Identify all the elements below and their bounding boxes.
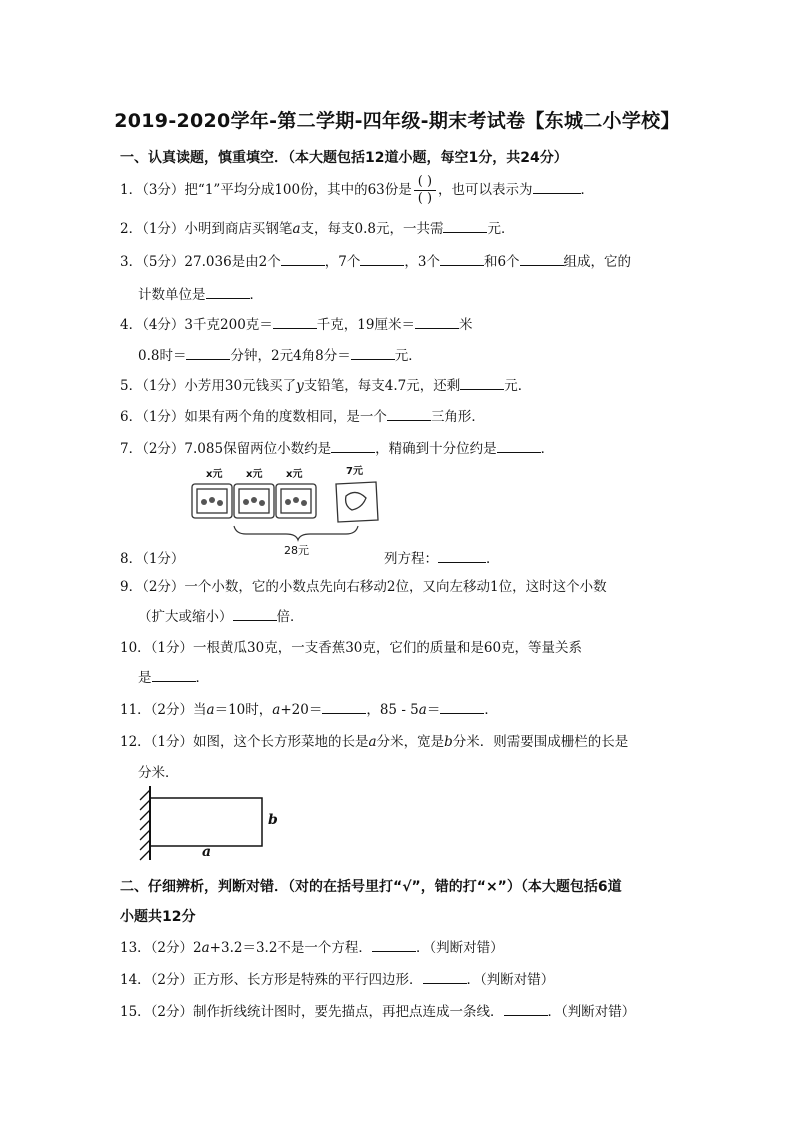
answer-blank <box>372 937 416 952</box>
price-label-7: 7元 <box>346 466 363 477</box>
answer-blank <box>520 251 564 266</box>
price-label-x-1: x元 <box>206 469 223 480</box>
question-3: 3．（5分）27.036是由2个 ，7个 ，3个 和6个 组成，它的 <box>120 250 631 270</box>
answer-blank <box>533 179 581 194</box>
answer-blank <box>438 548 486 563</box>
answer-blank <box>443 218 487 233</box>
question-7: 7．（2分）7.085保留两位小数约是 ，精确到十分位约是 ． <box>120 437 554 457</box>
question-8-equation: 列方程： ． <box>384 547 500 567</box>
section-1-heading: 一、认真读题，慎重填空．（本大题包括12道小题，每空1分，共24分） <box>120 150 568 166</box>
answer-blank <box>322 699 366 714</box>
question-5: 5．（1分）小芳用30元钱买了y支铅笔，每支4.7元，还剩 元． <box>120 374 531 394</box>
question-4: 4．（4分）3千克200克＝ 千克，19厘米＝ 米 <box>120 313 472 333</box>
answer-blank <box>351 345 395 360</box>
question-11: 11．（2分）当a＝10时，a+20＝ ，85 - 5a＝ ． <box>120 698 498 718</box>
answer-blank <box>460 375 504 390</box>
width-label: b <box>268 812 278 828</box>
question-13: 13．（2分）2a+3.2＝3.2不是一个方程． ．（判断对错） <box>120 936 504 956</box>
answer-blank <box>281 251 325 266</box>
total-label: 28元 <box>284 544 309 557</box>
answer-blank <box>233 606 277 621</box>
length-label: a <box>202 844 212 860</box>
answer-blank <box>440 251 484 266</box>
question-3-cont: 计数单位是 ． <box>138 283 263 303</box>
answer-blank <box>415 314 459 329</box>
answer-blank <box>273 314 317 329</box>
q8-price-figure <box>186 460 391 560</box>
question-10: 10．（1分）一根黄瓜30克，一支香蕉30克，它们的质量和是60克，等量关系 <box>120 640 583 656</box>
answer-blank <box>360 251 404 266</box>
price-label-x-2: x元 <box>246 469 263 480</box>
answer-blank <box>423 969 467 984</box>
section-2-heading-cont: 小题共12分 <box>120 909 196 925</box>
question-1: 1．（3分）把“1”平均分成100份，其中的63份是 $\frac{( )}{( )}$ ，也可以表示为 ． <box>120 174 595 206</box>
question-8: 8．（1分） <box>120 551 185 567</box>
question-4-cont: 0.8时＝ 分钟，2元4角8分＝ 元． <box>138 344 422 364</box>
answer-blank <box>387 406 431 421</box>
question-15: 15．（2分）制作折线统计图时，要先描点，再把点连成一条线． ．（判断对错） <box>120 1000 635 1020</box>
q12-rectangle-figure <box>122 784 292 864</box>
price-label-x-3: x元 <box>286 469 303 480</box>
answer-blank <box>186 345 230 360</box>
answer-blank <box>504 1001 548 1016</box>
question-2: 2．（1分）小明到商店买钢笔a支，每支0.8元，一共需 元． <box>120 217 514 237</box>
answer-blank <box>152 667 196 682</box>
question-12: 12．（1分）如图，这个长方形菜地的长是a分米，宽是b分米．则需要围成栅栏的长是 <box>120 734 629 750</box>
question-14: 14．（2分）正方形、长方形是特殊的平行四边形． ．（判断对错） <box>120 968 554 988</box>
question-9: 9．（2分）一个小数，它的小数点先向右移动2位，又向左移动1位，这时这个小数 <box>120 579 607 595</box>
answer-blank <box>206 284 250 299</box>
question-9-cont: （扩大或缩小） 倍． <box>138 605 304 625</box>
answer-blank <box>497 438 541 453</box>
fraction-blank: $\frac{( )}{( )}$ <box>414 174 436 207</box>
question-6: 6．（1分）如果有两个角的度数相同，是一个 三角形． <box>120 405 485 425</box>
question-12-cont: 分米． <box>138 765 179 781</box>
page-title: 2019-2020学年-第二学期-四年级-期末考试卷【东城二小学校】 <box>114 110 680 132</box>
answer-blank <box>331 438 375 453</box>
answer-blank <box>440 699 484 714</box>
section-2-heading: 二、仔细辨析，判断对错．（对的在括号里打“√”，错的打“×”）（本大题包括6道 <box>120 879 622 895</box>
question-10-cont: 是 ． <box>138 666 209 686</box>
